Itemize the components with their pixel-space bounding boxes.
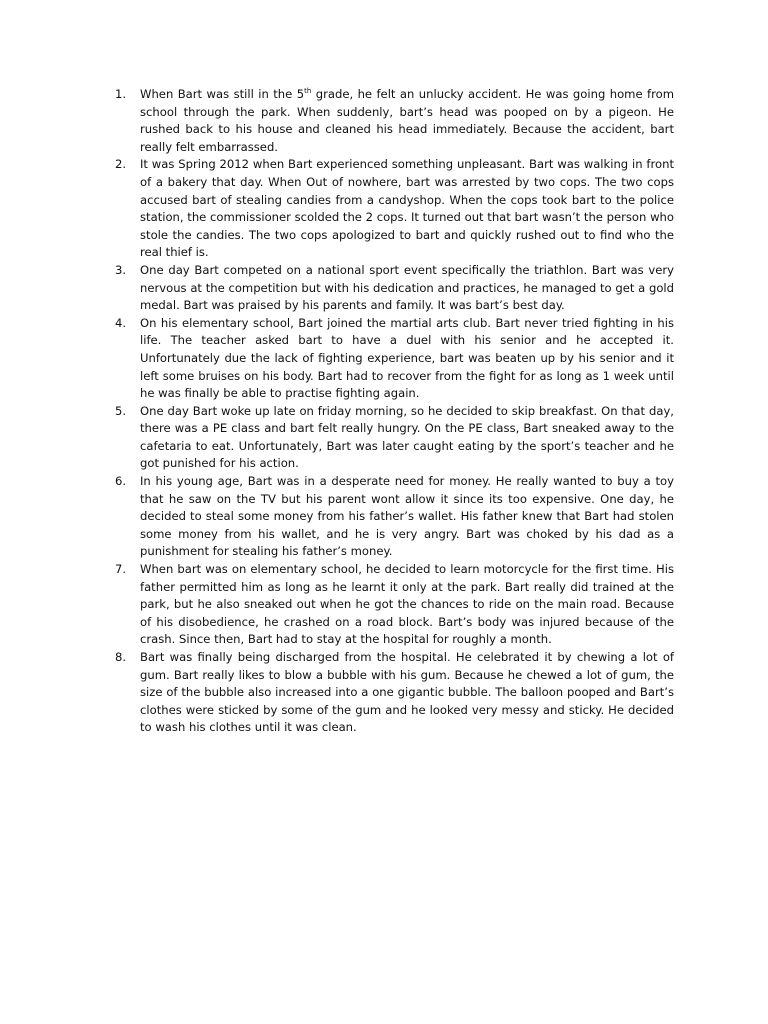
- item-number: 3.: [115, 262, 127, 277]
- item-text: One day Bart woke up late on friday morning, so he decided to skip breakfast. On that day, there was a PE class and bart felt really hungry. On the PE class, Bart sneaked away to the cafetaria to eat. Unfortunately, Bart was later caught eating by the sport’s teacher and he got punished for his action.: [140, 403, 674, 471]
- list-item-2: [113, 156, 674, 262]
- list-item-3: [113, 262, 674, 315]
- item-text: It was Spring 2012 when Bart experienced something unpleasant. Bart was walking in front of a bakery that day. When Out of nowhere, bart was arrested by two cops. The two cops accused bart of stealing candies from a candyshop. When the cops took bart to the police station, the commissioner scolded the 2 cops. It turned out that bart wasn’t the person who stole the candies. The two cops apologized to bart and quickly rushed out to find who the real thief is.: [140, 157, 674, 260]
- list-item-1: [113, 86, 674, 156]
- item-number: 6.: [115, 474, 127, 489]
- list-item-7: [113, 561, 674, 649]
- item-number: 8.: [115, 650, 127, 664]
- item-text: When Bart was still in the 5th grade, he felt an unlucky accident. He was going home from school through the park. When suddenly, bart’s head was pooped on by a pigeon. He rushed back to his house and cleaned his head immediately. Because the accident, bart really felt embarrassed.: [140, 87, 675, 154]
- list-item-8: [113, 649, 674, 737]
- item-text: Bart was finally being discharged from the hospital. He celebrated it by chewing a lot of gum. Bart really likes to blow a bubble with his gum. Because he chewed a lot of gum, the size of the bubble also increased into a one gigantic bubble. The balloon pooped and Bart’s clothes were sticked by some of the gum and he looked very messy and sticky. He decided to wash his clothes until it was clean.: [140, 650, 674, 735]
- item-text: One day Bart competed on a national sport event specifically the triathlon. Bart was very nervous at the competition but with his dedication and practices, he managed to get a gold medal. Bart was praised by his parents and family. It was bart’s best day.: [140, 262, 674, 313]
- item-text: In his young age, Bart was in a desperate need for money. He really wanted to buy a toy that he saw on the TV but his parent wont allow it since its too expensive. One day, he decided to steal some money from his father’s wallet. His father knew that Bart had stolen some money from his wallet, and he is very angry. Bart was choked by his dad as a punishment for stealing his father’s money.: [140, 474, 674, 559]
- item-text: When bart was on elementary school, he decided to learn motorcycle for the first time. His father permitted him as long as he learnt it only at the park. Bart really did trained at the park, but he also sneaked out when he got the chances to ride on the main road. Because of his disobedience, he crashed on a road block. Bart’s body was injured because of the crash. Since then, Bart had to stay at the hospital for roughly a month.: [140, 562, 674, 647]
- item-text: On his elementary school, Bart joined the martial arts club. Bart never tried fighting in his life. The teacher asked bart to have a duel with his senior and he accepted it. Unfortunately due the lack of fighting experience, bart was beaten up by his senior and it left some bruises on his body. Bart had to recover from the fight for as long as 1 week until he was finally be able to practise fighting again.: [140, 315, 674, 401]
- superscript: th: [304, 87, 312, 95]
- story-list: [113, 86, 674, 737]
- list-item-6: [113, 473, 674, 561]
- item-number: 4.: [115, 315, 127, 330]
- item-number: 2.: [115, 157, 127, 172]
- list-item-5: [113, 403, 674, 473]
- item-number: 1.: [115, 87, 127, 101]
- list-item-4: [113, 315, 674, 403]
- item-number: 5.: [115, 403, 127, 418]
- item-number: 7.: [115, 562, 127, 577]
